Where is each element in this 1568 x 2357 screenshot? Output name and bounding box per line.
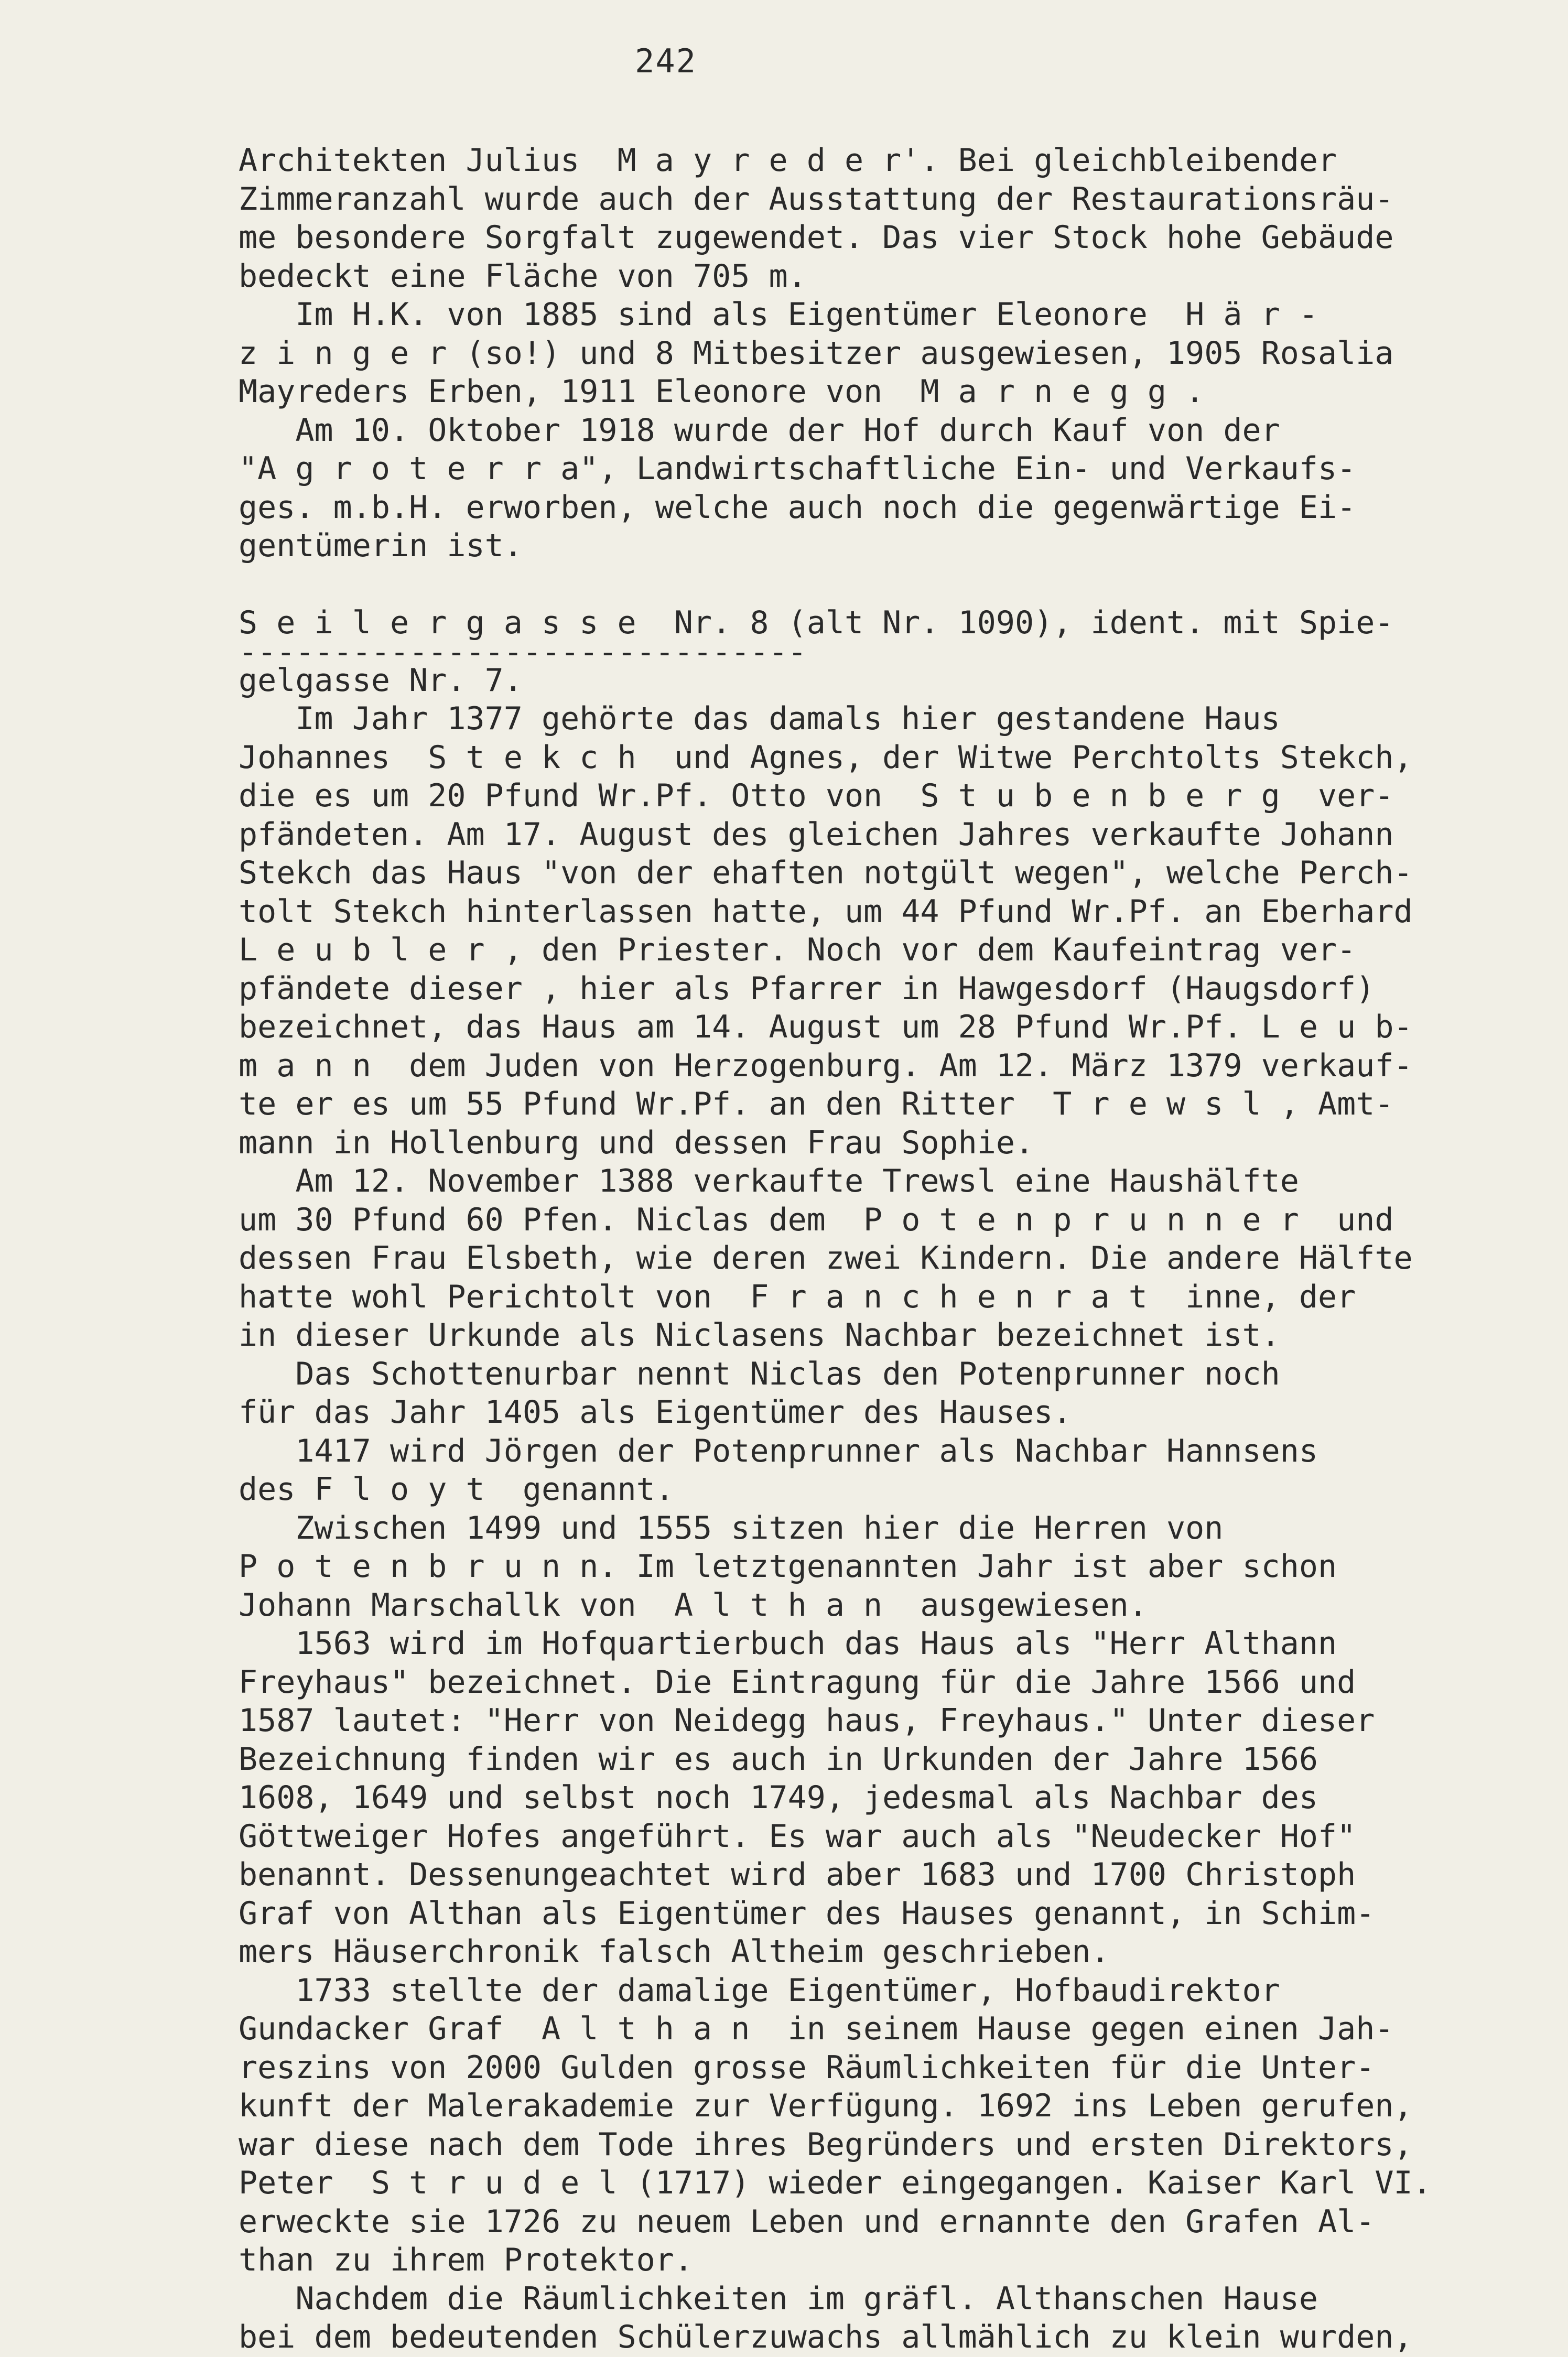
- text-line: um 30 Pfund 60 Pfen. Niclas dem P o t e n p r u n n e r und: [239, 1201, 1394, 1238]
- text-line: bezeichnet, das Haus am 14. August um 28 Pfund Wr.Pf. L e u b-: [239, 1009, 1413, 1045]
- text-line: Graf von Althan als Eigentümer des Hauses genannt, in Schim-: [239, 1895, 1375, 1932]
- text-line: pfändete dieser , hier als Pfarrer in Hawgesdorf (Haugsdorf): [239, 970, 1375, 1007]
- text-line: die es um 20 Pfund Wr.Pf. Otto von S t u b e n b e r g ver-: [239, 777, 1394, 814]
- text-line: Zimmeranzahl wurde auch der Ausstattung der Restaurationsräu-: [239, 180, 1394, 218]
- text-line: m a n n dem Juden von Herzogenburg. Am 12. März 1379 verkauf-: [239, 1047, 1413, 1084]
- text-line: hatte wohl Perichtolt von F r a n c h e n r a t inne, der: [239, 1278, 1356, 1315]
- text-line: reszins von 2000 Gulden grosse Räumlichkeiten für die Unter-: [239, 2049, 1375, 2086]
- text-line: mers Häuserchronik falsch Altheim geschrieben.: [239, 1933, 1110, 1970]
- typescript-body: [239, 142, 1533, 2357]
- text-line: gelgasse Nr. 7.: [239, 662, 523, 699]
- page-number: 242: [635, 42, 697, 80]
- text-line: Im H.K. von 1885 sind als Eigentümer Eleonore H ä r -: [239, 296, 1318, 333]
- text-line: P o t e n b r u n n. Im letztgenannten Jahr ist aber schon: [239, 1548, 1337, 1585]
- text-line: Peter S t r u d e l (1717) wieder eingegangen. Kaiser Karl VI.: [239, 2165, 1432, 2201]
- text-line: Johann Marschallk von A l t h a n ausgewiesen.: [239, 1586, 1148, 1624]
- text-line: "A g r o t e r r a", Landwirtschaftliche Ein- und Verkaufs-: [239, 450, 1356, 487]
- text-line: Zwischen 1499 und 1555 sitzen hier die Herren von: [239, 1509, 1224, 1547]
- text-line: te er es um 55 Pfund Wr.Pf. an den Ritter T r e w s l , Amt-: [239, 1086, 1394, 1122]
- text-line: Architekten Julius M a y r e d e r'. Bei gleichbleibender: [239, 142, 1337, 179]
- text-line: Göttweiger Hofes angeführt. Es war auch als "Neudecker Hof": [239, 1818, 1356, 1855]
- text-line: Mayreders Erben, 1911 Eleonore von M a r n e g g .: [239, 373, 1205, 410]
- text-line: L e u b l e r , den Priester. Noch vor dem Kaufeintrag ver-: [239, 932, 1356, 968]
- text-line: in dieser Urkunde als Niclasens Nachbar bezeichnet ist.: [239, 1317, 1280, 1354]
- text-line: war diese nach dem Tode ihres Begründers und ersten Direktors,: [239, 2126, 1413, 2163]
- text-line: ------------------------------: [239, 642, 807, 662]
- text-line: 1733 stellte der damalige Eigentümer, Hofbaudirektor: [239, 1972, 1280, 2009]
- text-line: Nachdem die Räumlichkeiten im gräfl. Althanschen Hause: [239, 2280, 1318, 2317]
- text-line: für das Jahr 1405 als Eigentümer des Hauses.: [239, 1394, 1072, 1431]
- text-line: than zu ihrem Protektor.: [239, 2242, 693, 2278]
- text-line: bei dem bedeutenden Schülerzuwachs allmählich zu klein wurden,: [239, 2319, 1413, 2355]
- text-line: Freyhaus" bezeichnet. Die Eintragung für die Jahre 1566 und: [239, 1663, 1356, 1701]
- text-line: [239, 566, 1533, 604]
- text-line: 1608, 1649 und selbst noch 1749, jedesmal als Nachbar des: [239, 1779, 1318, 1816]
- text-line: z i n g e r (so!) und 8 Mitbesitzer ausgewiesen, 1905 Rosalia: [239, 334, 1394, 372]
- text-line: Am 12. November 1388 verkaufte Trewsl eine Haushälfte: [239, 1163, 1299, 1199]
- text-line: mann in Hollenburg und dessen Frau Sophie.: [239, 1124, 1034, 1161]
- text-line: dessen Frau Elsbeth, wie deren zwei Kindern. Die andere Hälfte: [239, 1240, 1413, 1277]
- text-line: Das Schottenurbar nennt Niclas den Potenprunner noch: [239, 1355, 1280, 1392]
- text-line: kunft der Malerakademie zur Verfügung. 1692 ins Leben gerufen,: [239, 2088, 1413, 2124]
- text-line: benannt. Dessenungeachtet wird aber 1683 und 1700 Christoph: [239, 1856, 1356, 1893]
- text-line: tolt Stekch hinterlassen hatte, um 44 Pfund Wr.Pf. an Eberhard: [239, 893, 1413, 930]
- text-line: 1587 lautet: "Herr von Neidegg haus, Freyhaus." Unter dieser: [239, 1702, 1375, 1739]
- text-line: Bezeichnung finden wir es auch in Urkunden der Jahre 1566: [239, 1740, 1318, 1778]
- text-line: bedeckt eine Fläche von 705 m.: [239, 257, 807, 295]
- text-line: S e i l e r g a s s e Nr. 8 (alt Nr. 1090), ident. mit Spie-: [239, 604, 1394, 641]
- text-line: des F l o y t genannt.: [239, 1471, 674, 1508]
- text-line: Johannes S t e k c h und Agnes, der Witwe Perchtolts Stekch,: [239, 739, 1413, 776]
- text-line: Am 10. Oktober 1918 wurde der Hof durch Kauf von der: [239, 412, 1280, 449]
- text-line: Im Jahr 1377 gehörte das damals hier gestandene Haus: [239, 700, 1280, 737]
- text-line: pfändeten. Am 17. August des gleichen Jahres verkaufte Johann: [239, 816, 1394, 853]
- text-line: Gundacker Graf A l t h a n in seinem Hause gegen einen Jah-: [239, 2010, 1394, 2047]
- text-line: ges. m.b.H. erworben, welche auch noch die gegenwärtige Ei-: [239, 489, 1356, 526]
- text-line: me besondere Sorgfalt zugewendet. Das vier Stock hohe Gebäude: [239, 219, 1394, 256]
- text-line: 1563 wird im Hofquartierbuch das Haus als "Herr Althann: [239, 1625, 1337, 1662]
- text-line: erweckte sie 1726 zu neuem Leben und ernannte den Grafen Al-: [239, 2203, 1375, 2240]
- text-line: 1417 wird Jörgen der Potenprunner als Nachbar Hannsens: [239, 1432, 1318, 1469]
- text-line: Stekch das Haus "von der ehaften notgült wegen", welche Perch-: [239, 855, 1413, 891]
- text-line: gentümerin ist.: [239, 527, 523, 564]
